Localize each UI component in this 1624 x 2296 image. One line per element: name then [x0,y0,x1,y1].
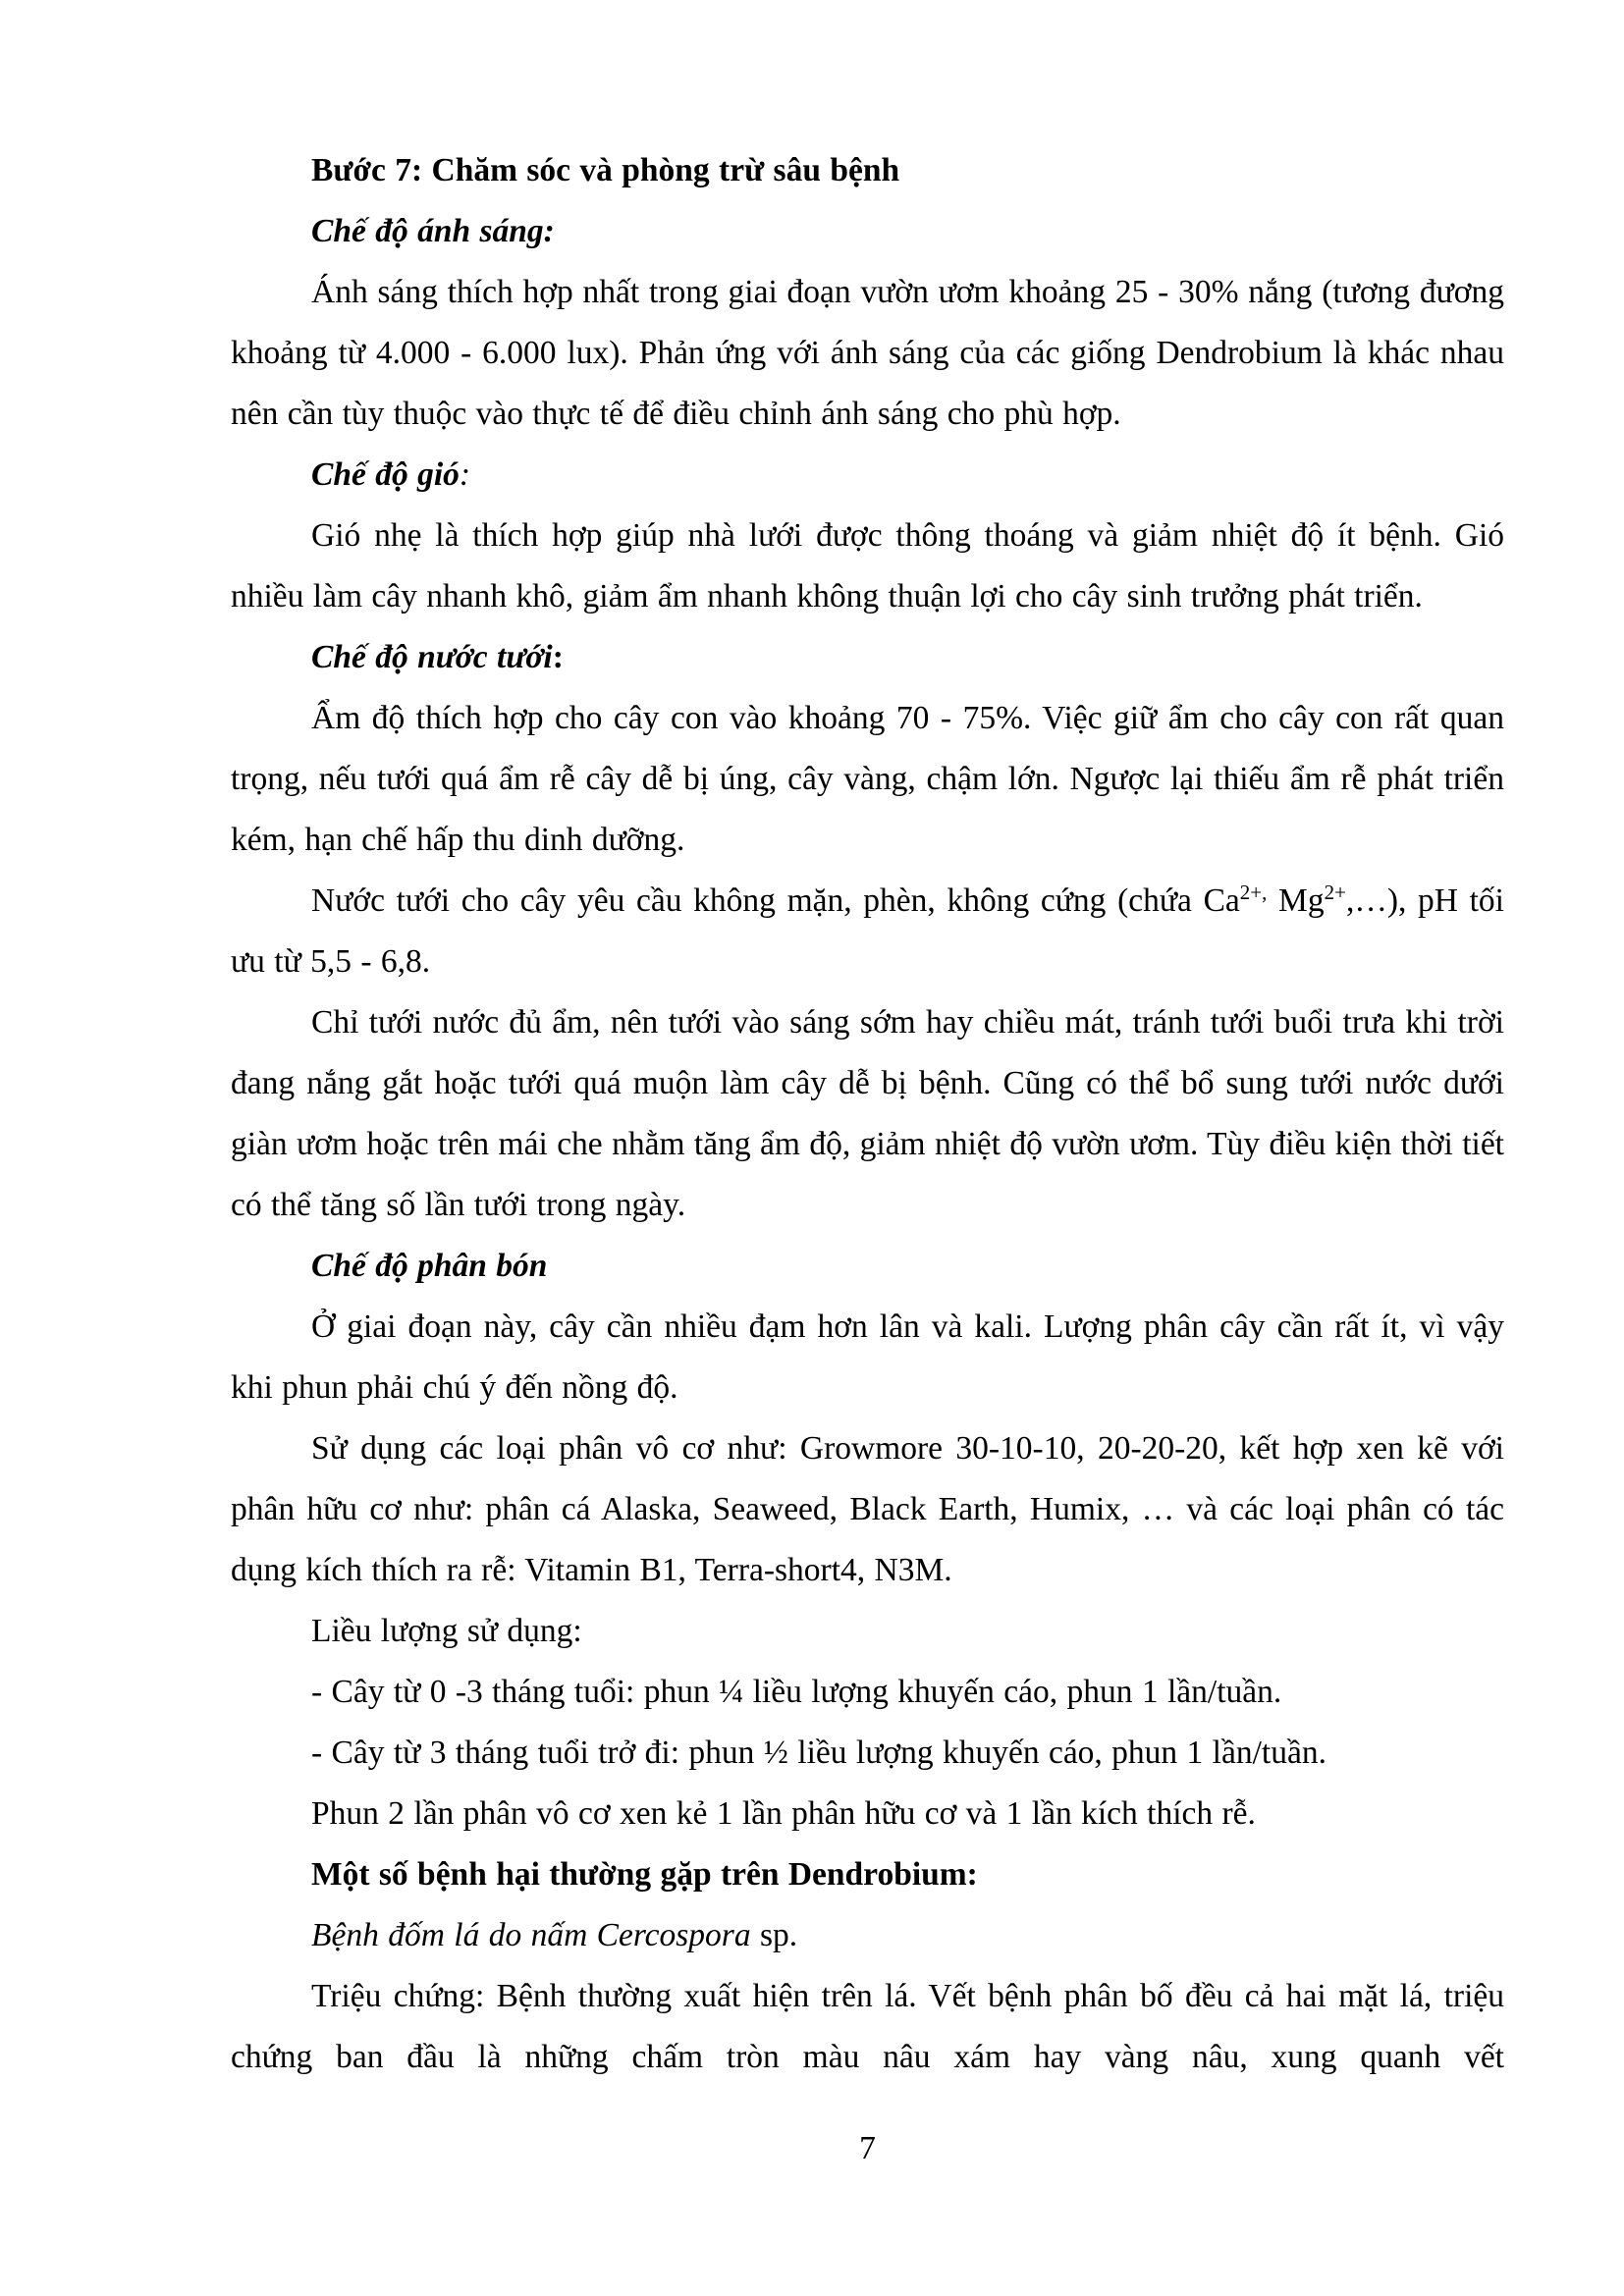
text-run: Chế độ ánh sáng: [311,213,555,249]
text-run: Ở giai đoạn này, cây cần nhiều đạm hơn lân và kali. Lượng phân cây cần rất ít, vì vậy khi phun phải chú ý đến nồng độ. [231,1308,1504,1406]
subheading-che-do-anh-sang [231,201,1504,262]
text-run: - Cây từ 3 tháng tuổi trở đi: phun ½ liều lượng khuyến cáo, phun 1 lần/tuần. [311,1735,1326,1771]
text-run: Ánh sáng thích hợp nhất trong giai đoạn vườn ươm khoảng 25 - 30% nắng (tương đương khoảng từ 4.000 - 6.000 lux). Phản ứng với ánh sáng của các giống Dendrobium là khác nhau nên cần tùy thuộc vào thực tế để điều chỉnh ánh sáng cho phù hợp. [231,274,1504,432]
paragraph-lieu-luong [231,1601,1504,1662]
text-run: Chế độ phân bón [311,1248,548,1284]
paragraph-dam-lan-kali [231,1297,1504,1418]
text-run: Chỉ tưới nước đủ ẩm, nên tưới vào sáng sớm hay chiều mát, tránh tưới buổi trưa khi trời đang nắng gắt hoặc tưới quá muộn làm cây dễ bị bệnh. Cũng có thể bổ sung tưới nước dưới giàn ươm hoặc trên mái che nhằm tăng ẩm độ, giảm nhiệt độ vườn ươm. Tùy điều kiện thời tiết có thể tăng số lần tưới trong ngày. [231,1004,1504,1223]
list-item-lieu-luong-1 [231,1662,1504,1723]
text-run: Mg [1267,882,1325,919]
superscript-text: 2+, [1239,881,1268,905]
list-item-lieu-luong-2 [231,1723,1504,1784]
subheading-benh-dom-la [231,1905,1504,1966]
superscript-text: 2+ [1324,881,1346,905]
text-block [231,140,1504,2088]
text-run: sp. [750,1917,798,1953]
text-run: ,…), pH tối ưu từ 5,5 - 6,8. [231,882,1504,980]
paragraph-loai-phan [231,1418,1504,1601]
heading-step-7 [231,140,1504,201]
text-run: : [459,456,471,493]
text-run: Nước tưới cho cây yêu cầu không mặn, phèn, không cứng (chứa Ca [311,882,1240,919]
paragraph-cach-tuoi [231,992,1504,1236]
paragraph-trieu-chung [231,1966,1504,2088]
text-run: Ẩm độ thích hợp cho cây con vào khoảng 70 - 75%. Việc giữ ẩm cho cây con rất quan trọng, nếu tưới quá ẩm rễ cây dễ bị úng, cây vàng, chậm lớn. Ngược lại thiếu ẩm rễ phát triển kém, hạn chế hấp thu dinh dưỡng. [231,700,1504,858]
text-run: Phun 2 lần phân vô cơ xen kẻ 1 lần phân hữu cơ và 1 lần kích thích rễ. [311,1795,1256,1832]
text-run: Một số bệnh hại thường gặp trên Dendrobium: [311,1856,978,1893]
text-run: Chế độ gió [311,456,460,493]
paragraph-phun-xen-ke [231,1784,1504,1844]
text-run: - Cây từ 0 -3 tháng tuổi: phun ¼ liều lượng khuyến cáo, phun 1 lần/tuần. [311,1674,1282,1710]
paragraph-gio [231,506,1504,627]
text-run: Sử dụng các loại phân vô cơ như: Growmore 30-10-10, 20-20-20, kết hợp xen kẽ với phân hữu cơ như: phân cá Alaska, Seaweed, Black Earth, Humix, … và các loại phân có tác dụng kích thích ra rễ: Vitamin B1, Terra-short4, N3M. [231,1430,1504,1588]
heading-benh-hai [231,1844,1504,1905]
page-number: 7 [859,2130,876,2166]
text-run: Bệnh đốm lá do nấm Cercospora [311,1917,751,1953]
subheading-che-do-nuoc-tuoi [231,627,1504,688]
text-run: Triệu chứng: Bệnh thường xuất hiện trên lá. Vết bệnh phân bố đều cả hai mặt lá, triệu chứng ban đầu là những chấm tròn màu nâu xám hay vàng nâu, xung quanh vết [231,1978,1504,2075]
text-run: Gió nhẹ là thích hợp giúp nhà lưới được thông thoáng và giảm nhiệt độ ít bệnh. Gió nhiều làm cây nhanh khô, giảm ẩm nhanh không thuận lợi cho cây sinh trưởng phát triển. [231,517,1504,614]
paragraph-am-do [231,688,1504,871]
subheading-che-do-phan-bon [231,1236,1504,1297]
paragraph-anh-sang [231,262,1504,445]
subheading-che-do-gio [231,445,1504,506]
text-run: Chế độ nước tưới [311,639,553,675]
text-run: Bước 7: Chăm sóc và phòng trừ sâu bệnh [311,152,900,188]
text-run: : [552,639,564,675]
paragraph-nuoc-tuoi [231,871,1504,992]
text-run: Liều lượng sử dụng: [311,1613,582,1649]
